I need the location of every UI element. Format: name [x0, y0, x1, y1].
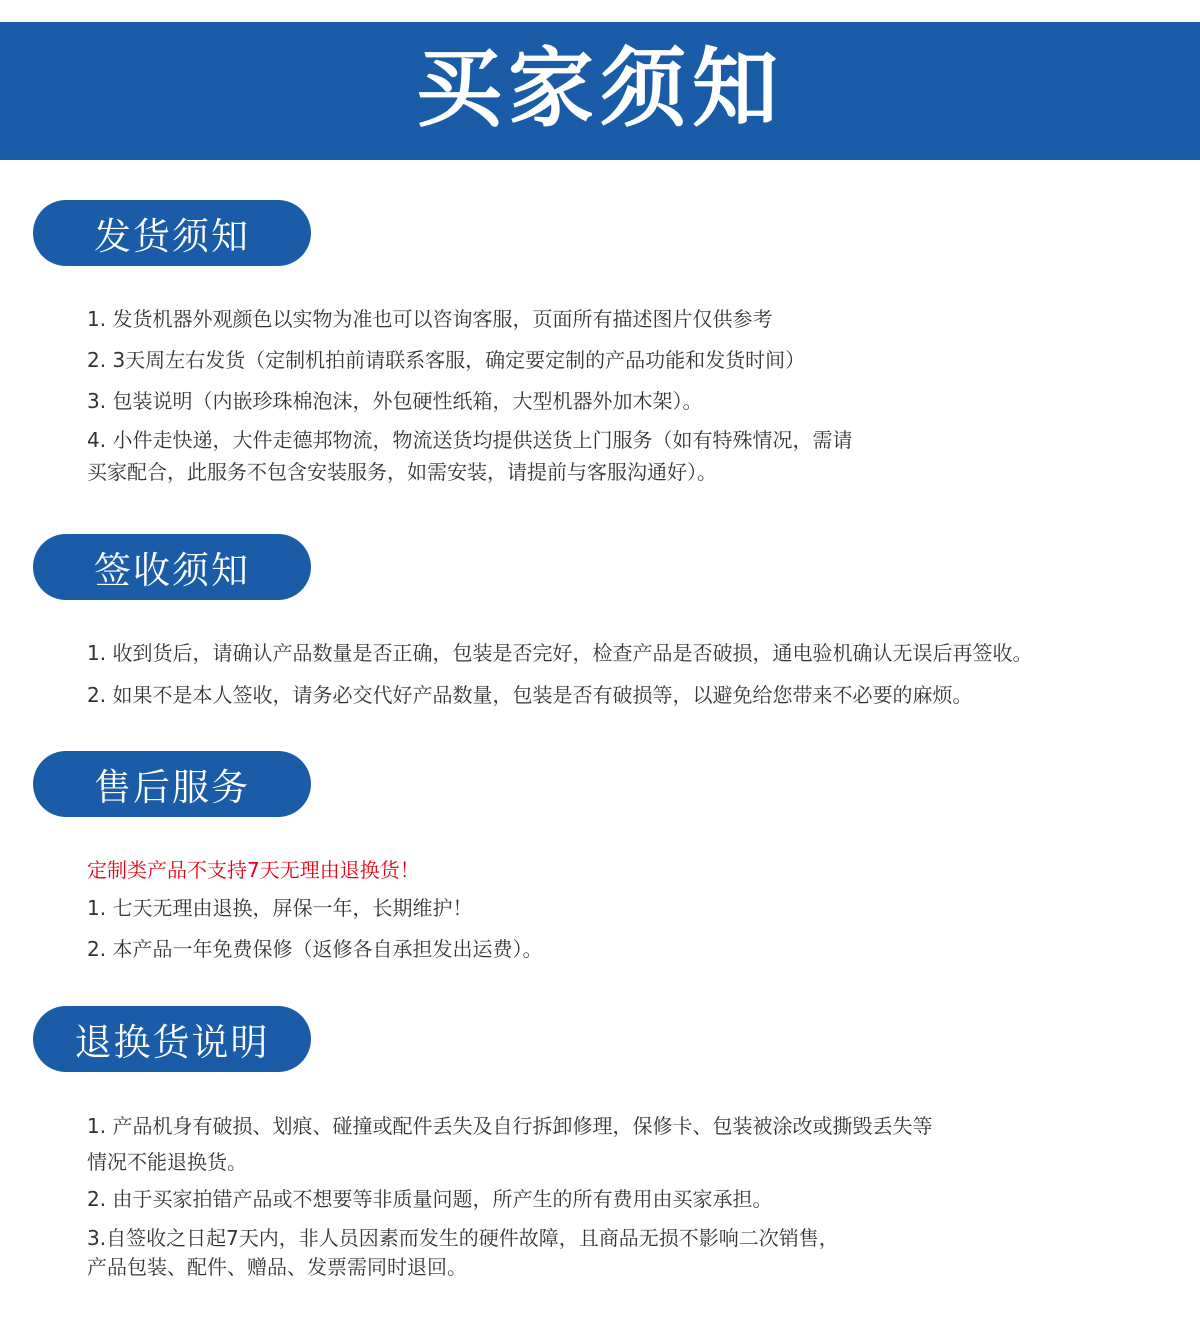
custom-product-notice: 定制类产品不支持7天无理由退换货！: [87, 858, 420, 882]
section-title-returns: 退换货说明: [33, 1006, 311, 1072]
list-item: 2. 如果不是本人签收，请务必交代好产品数量，包装是否有破损等，以避免给您带来不必要的麻烦。: [87, 683, 973, 707]
list-item: 1. 发货机器外观颜色以实物为准也可以咨询客服，页面所有描述图片仅供参考: [87, 307, 773, 331]
list-item: 买家配合，此服务不包含安装服务，如需安装，请提前与客服沟通好）。: [87, 460, 717, 484]
list-item: 4. 小件走快递，大件走德邦物流，物流送货均提供送货上门服务（如有特殊情况，需请: [87, 428, 853, 452]
list-item: 2. 3天周左右发货（定制机拍前请联系客服，确定要定制的产品功能和发货时间）: [87, 348, 806, 372]
list-item: 1. 七天无理由退换，屏保一年，长期维护！: [87, 896, 473, 920]
section-title-receipt: 签收须知: [33, 534, 311, 600]
list-item: 产品包装、配件、赠品、发票需同时退回。: [87, 1255, 467, 1279]
list-item: 2. 本产品一年免费保修（返修各自承担发出运费）。: [87, 937, 543, 961]
list-item: 2. 由于买家拍错产品或不想要等非质量问题，所产生的所有费用由买家承担。: [87, 1187, 773, 1211]
list-item: 3. 包装说明（内嵌珍珠棉泡沫，外包硬性纸箱，大型机器外加木架）。: [87, 389, 703, 413]
list-item: 3.自签收之日起7天内，非人员因素而发生的硬件故障，且商品无损不影响二次销售，: [87, 1226, 839, 1250]
list-item: 情况不能退换货。: [87, 1150, 247, 1174]
header-banner: [0, 22, 1200, 160]
page-title: 买家须知: [416, 39, 784, 139]
list-item: 1. 收到货后，请确认产品数量是否正确，包装是否完好，检查产品是否破损，通电验机确认无误后再签收。: [87, 641, 1033, 665]
section-title-shipping: 发货须知: [33, 200, 311, 266]
section-title-after-sales: 售后服务: [33, 751, 311, 817]
list-item: 1. 产品机身有破损、划痕、碰撞或配件丢失及自行拆卸修理，保修卡、包装被涂改或撕毁丢失等: [87, 1114, 933, 1138]
